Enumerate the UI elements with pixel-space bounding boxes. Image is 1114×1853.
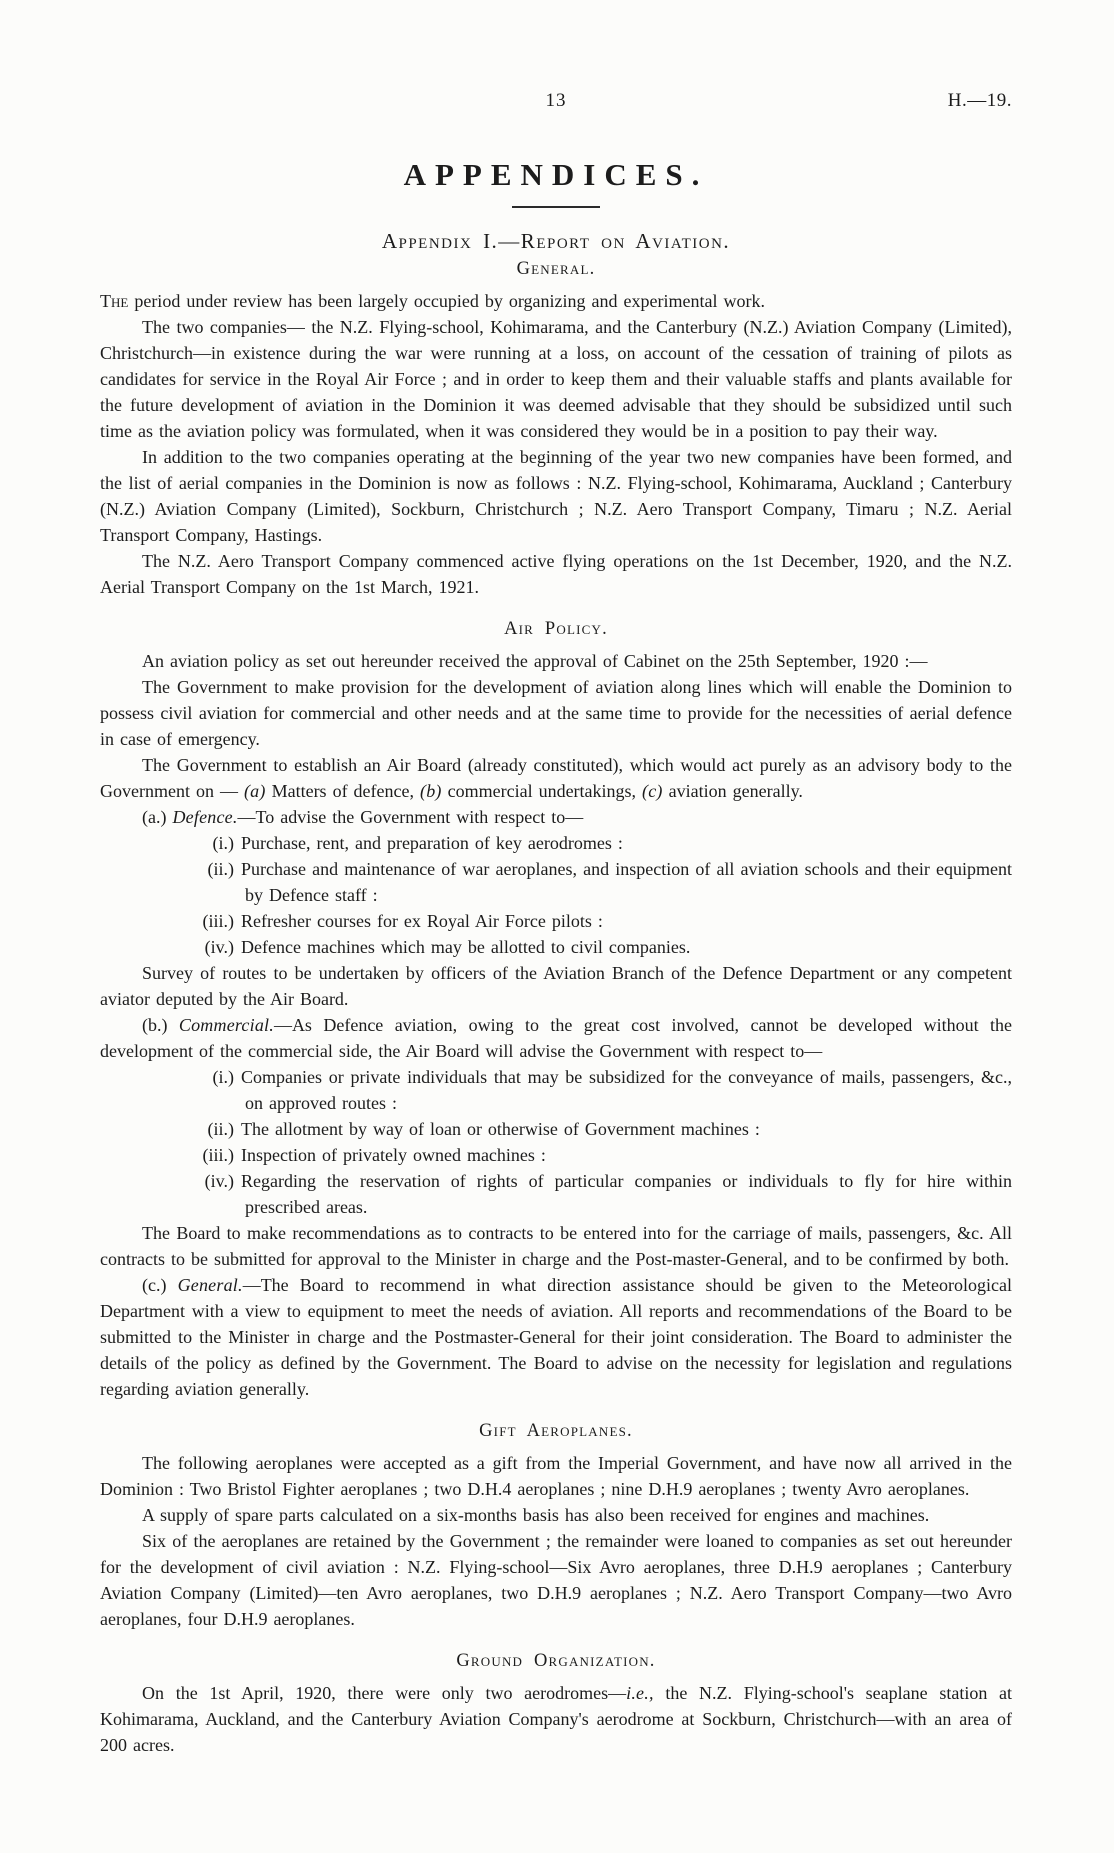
list-item xyxy=(212,1064,1012,1116)
list-item xyxy=(207,856,1012,908)
text-run: (a.) xyxy=(142,807,173,827)
paragraph xyxy=(100,288,1012,314)
text-run: Matters of defence, xyxy=(265,781,421,801)
list-item-label: (ii.) xyxy=(207,1119,234,1139)
document-body xyxy=(100,256,1012,1758)
page-number: 13 xyxy=(545,90,567,111)
paragraph xyxy=(100,1450,1012,1502)
text-run: —To advise the Government with respect to— xyxy=(237,807,584,827)
text-run: The N.Z. Aero Transport Company commenced active flying operations on the 1st December, 1920, and the N.Z. Aerial Transport Company on the 1st March, 1921. xyxy=(100,551,1012,597)
text-run: commercial undertakings, xyxy=(441,781,643,801)
paragraph xyxy=(100,1502,1012,1528)
text-run: Regarding the reservation of rights of particular companies or individuals to fly for hire within prescribed areas. xyxy=(241,1171,1012,1217)
paragraph xyxy=(100,1528,1012,1632)
list-item xyxy=(204,1168,1012,1220)
text-run: period under review has been largely occupied by organizing and experimental work. xyxy=(128,291,765,311)
paragraph xyxy=(100,314,1012,444)
paragraph xyxy=(100,1272,1012,1402)
text-run: The two companies— the N.Z. Flying-school, Kohimarama, and the Canterbury (N.Z.) Aviation Company (Limited), Christchurch—in existence during the war were running at a loss, on account of the cessation of training of pilots as candidates for service in the Royal Air Force ; and in order to keep them and their valuable staffs and plants available for the future development of aviation in the Dominion it was deemed advisable that they should be subsidized until such time as the aviation policy was formulated, when it was considered they would be in a position to pay their way. xyxy=(100,317,1012,441)
text-run: On the 1st April, 1920, there were only two aerodromes— xyxy=(142,1683,627,1703)
list-item xyxy=(212,830,1012,856)
text-run: Refresher courses for ex Royal Air Force pilots : xyxy=(241,911,603,931)
text-run: (b) xyxy=(420,781,442,801)
list-item-label: (ii.) xyxy=(207,859,234,879)
text-run: The Board to make recommendations as to contracts to be entered into for the carriage of mails, passengers, &c. All contracts to be submitted for approval to the Minister in charge and the Post-master-General, and to be confirmed by both. xyxy=(100,1223,1012,1269)
text-run: —As Defence aviation, owing to the great cost involved, cannot be developed without the development of the commercial side, the Air Board will advise the Government with respect to— xyxy=(100,1015,1012,1061)
text-run: Commercial. xyxy=(178,1015,274,1035)
text-run: (c) xyxy=(642,781,663,801)
list-item-label: (iv.) xyxy=(204,937,234,957)
text-run: A supply of spare parts calculated on a six-months basis has also been received for engines and machines. xyxy=(142,1505,930,1525)
list-item xyxy=(207,1116,1012,1142)
paragraph xyxy=(100,1012,1012,1064)
text-run: The xyxy=(100,291,129,311)
text-run: An aviation policy as set out hereunder received the approval of Cabinet on the 25th September, 1920 :— xyxy=(142,651,928,671)
text-run: Inspection of privately owned machines : xyxy=(241,1145,546,1165)
section-heading: Air Policy. xyxy=(504,619,608,639)
list-item-label: (iv.) xyxy=(204,1171,234,1191)
text-run: The allotment by way of loan or otherwise of Government machines : xyxy=(241,1119,760,1139)
appendix-heading: Appendix I.—Report on Aviation. xyxy=(381,229,731,253)
paragraph xyxy=(100,804,1012,830)
section-heading: Ground Organization. xyxy=(456,1651,656,1671)
list-item xyxy=(204,934,1012,960)
paragraph xyxy=(100,1680,1012,1758)
paragraph xyxy=(100,548,1012,600)
text-run: i.e., xyxy=(626,1683,654,1703)
list-item xyxy=(202,1142,1012,1168)
paragraph xyxy=(100,1220,1012,1272)
list-item xyxy=(202,908,1012,934)
text-run: The Government to establish an Air Board (already constituted), which would act purely as an advisory body to the Government on — xyxy=(100,755,1012,801)
text-run: Six of the aeroplanes are retained by the Government ; the remainder were loaned to companies as set out hereunder for the development of civil aviation : N.Z. Flying-school—Six Avro aeroplanes, three D.H.9 aeroplanes ; Canterbury Aviation Company (Limited)—ten Avro aeroplanes, two D.H.9 aeroplanes ; N.Z. Aero Transport Company—two Avro aeroplanes, four D.H.9 aeroplanes. xyxy=(100,1531,1012,1629)
paragraph xyxy=(100,674,1012,752)
list-item-label: (iii.) xyxy=(202,911,234,931)
running-head xyxy=(100,88,1012,114)
paragraph xyxy=(100,752,1012,804)
text-run: Purchase and maintenance of war aeroplanes, and inspection of all aviation schools and their equipment by Defence staff : xyxy=(241,859,1012,905)
text-run: Purchase, rent, and preparation of key aerodromes : xyxy=(241,833,623,853)
text-run: aviation generally. xyxy=(662,781,803,801)
section-heading: Gift Aeroplanes. xyxy=(479,1421,633,1441)
page-title: APPENDICES. xyxy=(403,157,709,192)
paragraph xyxy=(100,960,1012,1012)
text-run: Survey of routes to be undertaken by officers of the Aviation Branch of the Defence Department or any competent aviator deputed by the Air Board. xyxy=(100,963,1012,1009)
paragraph xyxy=(100,648,1012,674)
list-item-label: (iii.) xyxy=(202,1145,234,1165)
text-run: (b.) xyxy=(142,1015,179,1035)
list-item-label: (i.) xyxy=(212,833,234,853)
text-run: The following aeroplanes were accepted as a gift from the Imperial Government, and have now all arrived in the Dominion : Two Bristol Fighter aeroplanes ; two D.H.4 aeroplanes ; nine D.H.9 aeroplanes ; twenty Avro aeroplanes. xyxy=(100,1453,1012,1499)
text-run: —The Board to recommend in what direction assistance should be given to the Meteorological Department with a view to equipment to meet the needs of aviation. All reports and recommendations of the Board to be submitted to the Minister in charge and the Postmaster-General for their joint consideration. The Board to administer the details of the policy as defined by the Government. The Board to advise on the necessity for legislation and regulations regarding aviation generally. xyxy=(100,1275,1012,1399)
text-run: (c.) xyxy=(142,1275,178,1295)
text-run: (a) xyxy=(243,781,266,801)
text-run: Companies or private individuals that may be subsidized for the conveyance of mails, passengers, &c., on approved routes : xyxy=(241,1067,1012,1113)
text-run: In addition to the two companies operating at the beginning of the year two new companies have been formed, and the list of aerial companies in the Dominion is now as follows : N.Z. Flying-school, Kohimarama, Auckland ; Canterbury (N.Z.) Aviation Company (Limited), Sockburn, Christchurch ; N.Z. Aero Transport Company, Timaru ; N.Z. Aerial Transport Company, Hastings. xyxy=(100,447,1012,545)
text-run: Defence. xyxy=(172,807,238,827)
text-run: General. xyxy=(177,1275,243,1295)
section-heading: General. xyxy=(516,259,596,279)
text-run: Defence machines which may be allotted to civil companies. xyxy=(241,937,691,957)
document-reference: H.—19. xyxy=(947,90,1012,111)
text-run: the N.Z. Flying-school's seaplane station at Kohimarama, Auckland, and the Canterbury Aviation Company's aerodrome at Sockburn, Christchurch—with an area of 200 acres. xyxy=(100,1683,1013,1755)
text-run: The Government to make provision for the development of aviation along lines which will enable the Dominion to possess civil aviation for commercial and other needs and at the same time to provide for the necessities of aerial defence in case of emergency. xyxy=(100,677,1012,749)
title-divider-rule xyxy=(512,206,600,208)
paragraph xyxy=(100,444,1012,548)
list-item-label: (i.) xyxy=(212,1067,234,1087)
